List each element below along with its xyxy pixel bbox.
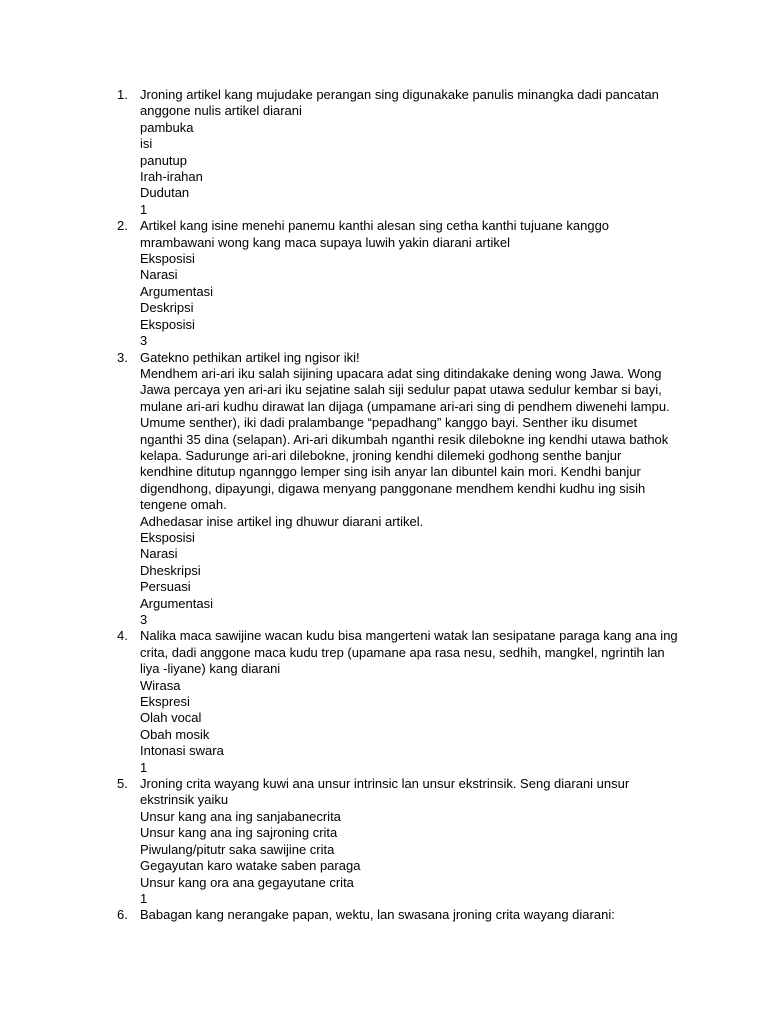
answer-option: Narasi [140, 267, 178, 283]
answer-option: Unsur kang ora ana gegayutane crita [140, 874, 354, 890]
question-number: 2. [117, 218, 128, 234]
question-text-line: Artikel kang isine menehi panemu kanthi alesan sing cetha kanthi tujuane kanggo [140, 218, 610, 234]
answer-option: Irah-irahan [140, 169, 203, 185]
answer-option: Argumentasi [140, 595, 213, 611]
question-text-line: digendhong, dipayungi, digawa menyang panggonane mendhem kendhi kudhu ing sisih [140, 480, 646, 496]
question-text-line: Mendhem ari-ari iku salah sijining upacara adat sing ditindakake dening wong Jawa. Wong [140, 365, 662, 381]
question-text-line: Gatekno pethikan artikel ing ngisor iki! [140, 349, 360, 365]
question-number: 4. [117, 628, 128, 644]
answer-option: Unsur kang ana ing sanjabanecrita [140, 808, 341, 824]
question-text-line: Babagan kang nerangake papan, wektu, lan swasana jroning crita wayang diarani: [140, 907, 615, 923]
question-text-line: kendhine ditutup ngannggo lemper sing isih anyar lan dibuntel kain mori. Kendhi banjur [140, 464, 641, 480]
question-text-line: Jroning crita wayang kuwi ana unsur intrinsic lan unsur ekstrinsik. Seng diarani unsur [140, 776, 630, 792]
question-text-line: anggone nulis artikel diarani [140, 103, 302, 119]
answer-option: pambuka [140, 119, 194, 135]
answer-option: Intonasi swara [140, 743, 224, 759]
answer-key: 3 [140, 333, 148, 349]
answer-option: Argumentasi [140, 283, 213, 299]
question-number: 5. [117, 776, 128, 792]
answer-option: Eksposisi [140, 251, 195, 267]
answer-option: Olah vocal [140, 710, 202, 726]
question-text-line: Jawa percaya yen ari-ari iku sejatine salah siji sedulur papat utawa sedulur kembar si bayi, [140, 382, 662, 398]
question-text-line: kelapa. Sadurunge ari-ari dilebokne, jroning kendhi dilemeki godhong senthe banjur [140, 447, 622, 463]
question-item [0, 218, 768, 349]
question-text-line: nganthi 35 dina (selapan). Ari-ari dikumbah nganthi resik dilebokne ing kendhi utawa bathok [140, 431, 669, 447]
question-text-line: Jroning artikel kang mujudake perangan sing digunakake panulis minangka dadi pancatan [140, 87, 659, 102]
answer-option: Narasi [140, 546, 178, 562]
question-list [0, 87, 768, 924]
question-item [0, 87, 768, 218]
question-text-line: tengene omah. [140, 497, 227, 513]
question-text-line: Nalika maca sawijine wacan kudu bisa mangerteni watak lan sesipatane paraga kang ana ing [140, 628, 678, 644]
answer-option: Deskripsi [140, 300, 194, 316]
question-number: 3. [117, 349, 128, 365]
answer-option: isi [140, 136, 153, 152]
answer-option: Piwulang/pitutr saka sawijine crita [140, 841, 335, 857]
answer-option: Gegayutan karo watake saben paraga [140, 858, 361, 874]
answer-option: Unsur kang ana ing sajroning crita [140, 825, 338, 841]
question-item [0, 907, 768, 923]
answer-option: Wirasa [140, 677, 181, 693]
question-text-line: mulane ari-ari kudhu dirawat lan dijaga (umpamane ari-ari sing di pendhem diwenehi lampu. [140, 398, 670, 414]
question-text-line: Adhedasar inise artikel ing dhuwur diarani artikel. [140, 513, 424, 529]
answer-key: 1 [140, 890, 148, 906]
answer-option: Ekspresi [140, 694, 190, 710]
answer-option: Eksposisi [140, 316, 195, 332]
answer-option: Dheskripsi [140, 562, 201, 578]
answer-option: Obah mosik [140, 726, 210, 742]
question-text-line: ekstrinsik yaiku [140, 792, 229, 808]
question-item [0, 776, 768, 907]
answer-option: Eksposisi [140, 529, 195, 545]
question-text-line: Umume senther), iki dadi pralambange “pepadhang” kanggo bayi. Senther iku disumet [140, 415, 638, 431]
question-item [0, 350, 768, 629]
answer-key: 1 [140, 201, 148, 217]
answer-option: Dudutan [140, 185, 190, 201]
answer-key: 3 [140, 612, 148, 627]
answer-option: panutup [140, 152, 187, 168]
question-number: 6. [117, 907, 128, 923]
question-text-line: crita, dadi anggone maca kudu trep (upamane apa rasa nesu, sedhih, mangkel, ngrintih lan [140, 644, 665, 660]
question-number: 1. [117, 87, 128, 102]
question-text-line: liya -liyane) kang diarani [140, 661, 281, 677]
question-text-line: mrambawani wong kang maca supaya luwih yakin diarani artikel [140, 234, 510, 250]
answer-key: 1 [140, 759, 148, 775]
question-item [0, 628, 768, 776]
answer-option: Persuasi [140, 579, 191, 595]
